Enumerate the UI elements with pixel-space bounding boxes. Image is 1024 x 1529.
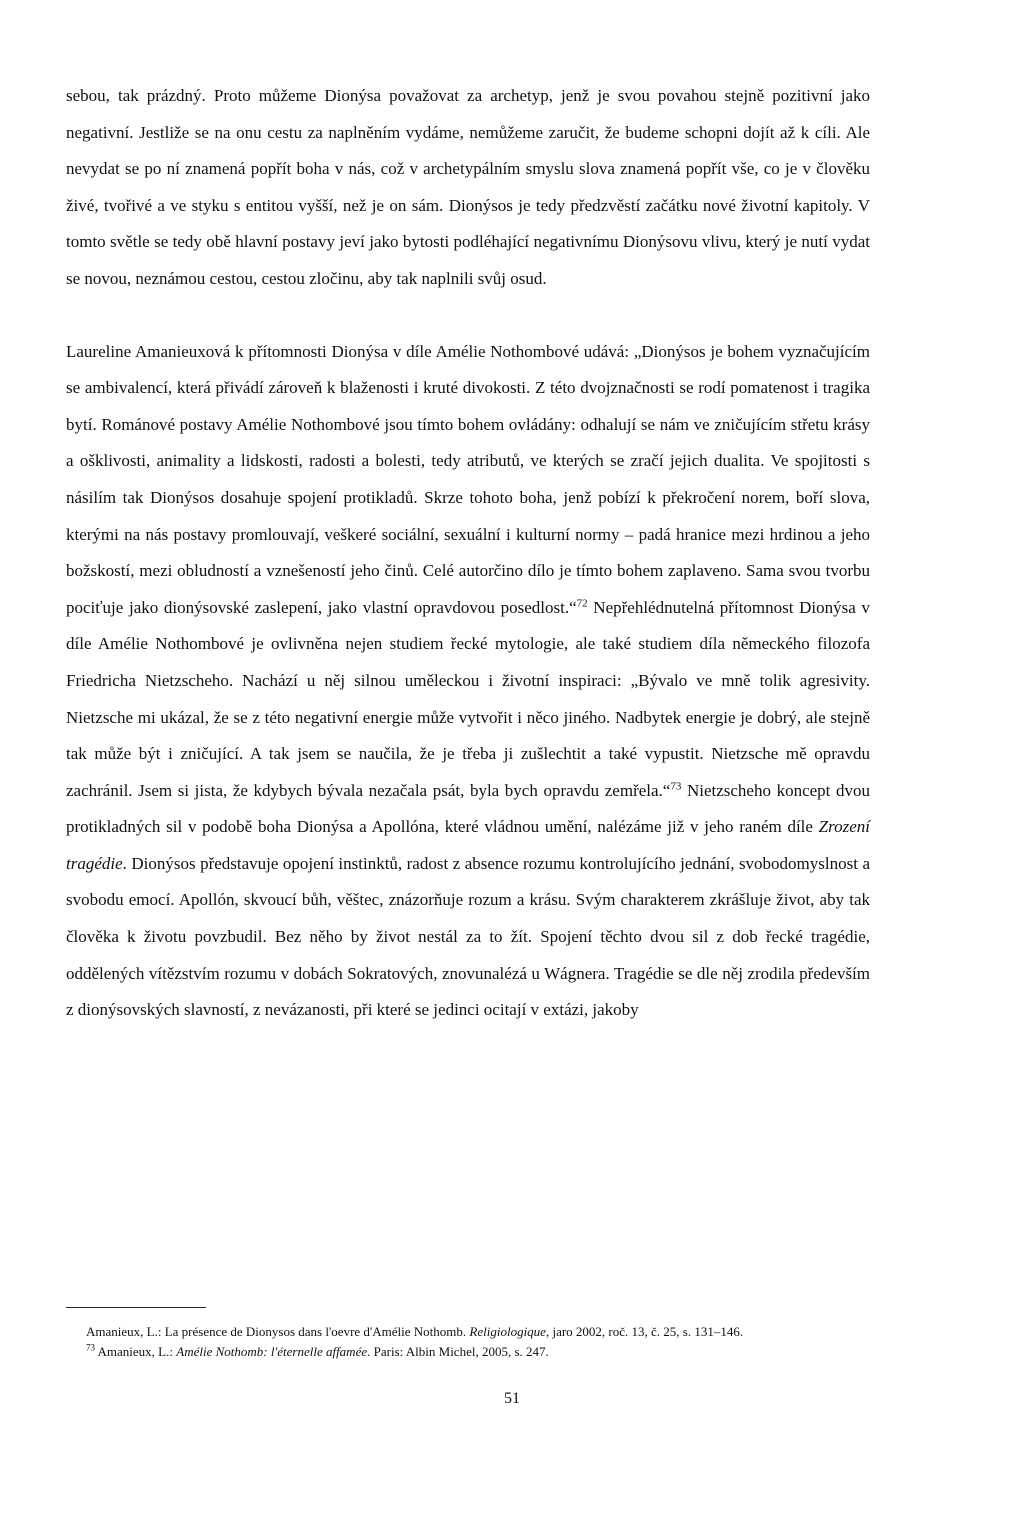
- paragraph-2-part-3: Nietzscheho koncept dvou protikladných sil v podobě boha Dionýsa a Apollóna, které vládnou umění, nalézáme již v jeho raném díle: [66, 780, 870, 837]
- footnote-ref-72[interactable]: 72: [576, 597, 588, 610]
- book-title-zrozeni-tragedie: Zrození tragédie: [66, 817, 870, 873]
- footnote-separator: [66, 1307, 206, 1308]
- footnote-73-text-a: Amanieux, L.:: [95, 1344, 177, 1359]
- footnote-73-number: 73: [86, 1342, 95, 1353]
- page-number: 51: [504, 1390, 520, 1407]
- footnote-73: [66, 1342, 870, 1362]
- footnote-ref-73[interactable]: 73: [670, 780, 682, 793]
- page-body: [66, 78, 870, 1029]
- paragraph-2-part-4: . Dionýsos představuje opojení instinktů, radost z absence rozumu kontrolujícího jednání, svobodomyslnost a svobodu emocí. Apollón, skvoucí bůh, věštec, znázorňuje rozum a krásu. Svým charakterem zkrášluje život, aby tak člověka k životu povzbudil. Bez něho by život nestál za to žít. Spojení těchto dvou sil z dob řecké tragédie, oddělených vítězstvím rozumu v dobách Sokratových, znovunalézá u Wágnera. Tragédie se dle něj zrodila především z dionýsovských slavností, z nevázanosti, při které se jedinci ocitají v extázi, jakoby: [66, 853, 870, 1020]
- footnote-72-text-b: , jaro 2002, roč. 13, č. 25, s. 131–146.: [545, 1324, 744, 1339]
- paragraph-2: [66, 334, 870, 1029]
- paragraph-2-part-1: Laureline Amanieuxová k přítomnosti Dionýsa v díle Amélie Nothombové udává: „Dionýsos je bohem vyznačujícím se ambivalencí, která přivádí zároveň k blaženosti i kruté divokosti. Z této dvojznačnosti se rodí pomatenost i tragika bytí. Románové postavy Amélie Nothombové jsou tímto bohem ovládány: odhalují se nám ve zničujícím střetu krásy a ošklivosti, animality a lidskosti, radosti a bolesti, tedy atributů, ve kterých se zračí jejich dualita. Ve spojitosti s násilím tak Dionýsos dosahuje spojení protikladů. Skrze tohoto boha, jenž pobízí k překročení norem, boří slova, kterými na nás postavy promlouvají, veškeré sociální, sexuální i kulturní normy – padá hranice mezi hrdinou a jeho božskostí, mezi obludností a vznešeností jeho činů. Celé autorčino dílo je tímto bohem zaplaveno. Sama svou tvorbu pociťuje jako dionýsovské zaslepení, jako vlastní opravdovou posedlost.“: [66, 341, 870, 617]
- paragraph-1: sebou, tak prázdný. Proto můžeme Dionýsa považovat za archetyp, jenž je svou povahou stejně pozitivní jako negativní. Jestliže se na onu cestu za naplněním vydáme, nemůžeme zaručit, že budeme schopni dojít až k cíli. Ale nevydat se po ní znamená popřít boha v nás, což v archetypálním smyslu slova znamená popřít vše, co je v člověku živé, tvořivé a ve styku s entitou vyšší, než je on sám. Dionýsos je tedy předzvěstí začátku nové životní kapitoly. V tomto světle se tedy obě hlavní postavy jeví jako bytosti podléhající negativnímu Dionýsovu vlivu, který je nutí vydat se novou, neznámou cestou, cestou zločinu, aby tak naplnili svůj osud.: [66, 86, 870, 288]
- footnote-73-book: Amélie Nothomb: l'éternelle affamée: [176, 1344, 368, 1359]
- paragraph-gap: [66, 298, 870, 334]
- footnote-72-journal: Religiologique: [469, 1324, 546, 1339]
- footnote-73-text-b: . Paris: Albin Michel, 2005, s. 247.: [367, 1344, 549, 1359]
- footnote-72-text-a: Amanieux, L.: La présence de Dionysos dans l'oevre d'Amélie Nothomb.: [86, 1324, 470, 1339]
- footnote-72: [66, 1322, 870, 1342]
- paragraph-2-part-2: Nepřehlédnutelná přítomnost Dionýsa v díle Amélie Nothombové je ovlivněna nejen studiem řecké mytologie, ale také studiem díla německého filozofa Friedricha Nietzscheho. Nachází u něj silnou uměleckou i životní inspiraci: „Bývalo ve mně tolik agresivity. Nietzsche mi ukázal, že se z této negativní energie může vytvořit i něco jiného. Nadbytek energie je dobrý, ale stejně tak může být i zničující. A tak jsem se naučila, že je třeba ji zušlechtit a také vypustit. Nietzsche mě opravdu zachránil. Jsem si jista, že kdybych bývala nezačala psát, byla bych opravdu zemřela.“: [66, 597, 870, 800]
- footnotes: [66, 1322, 870, 1362]
